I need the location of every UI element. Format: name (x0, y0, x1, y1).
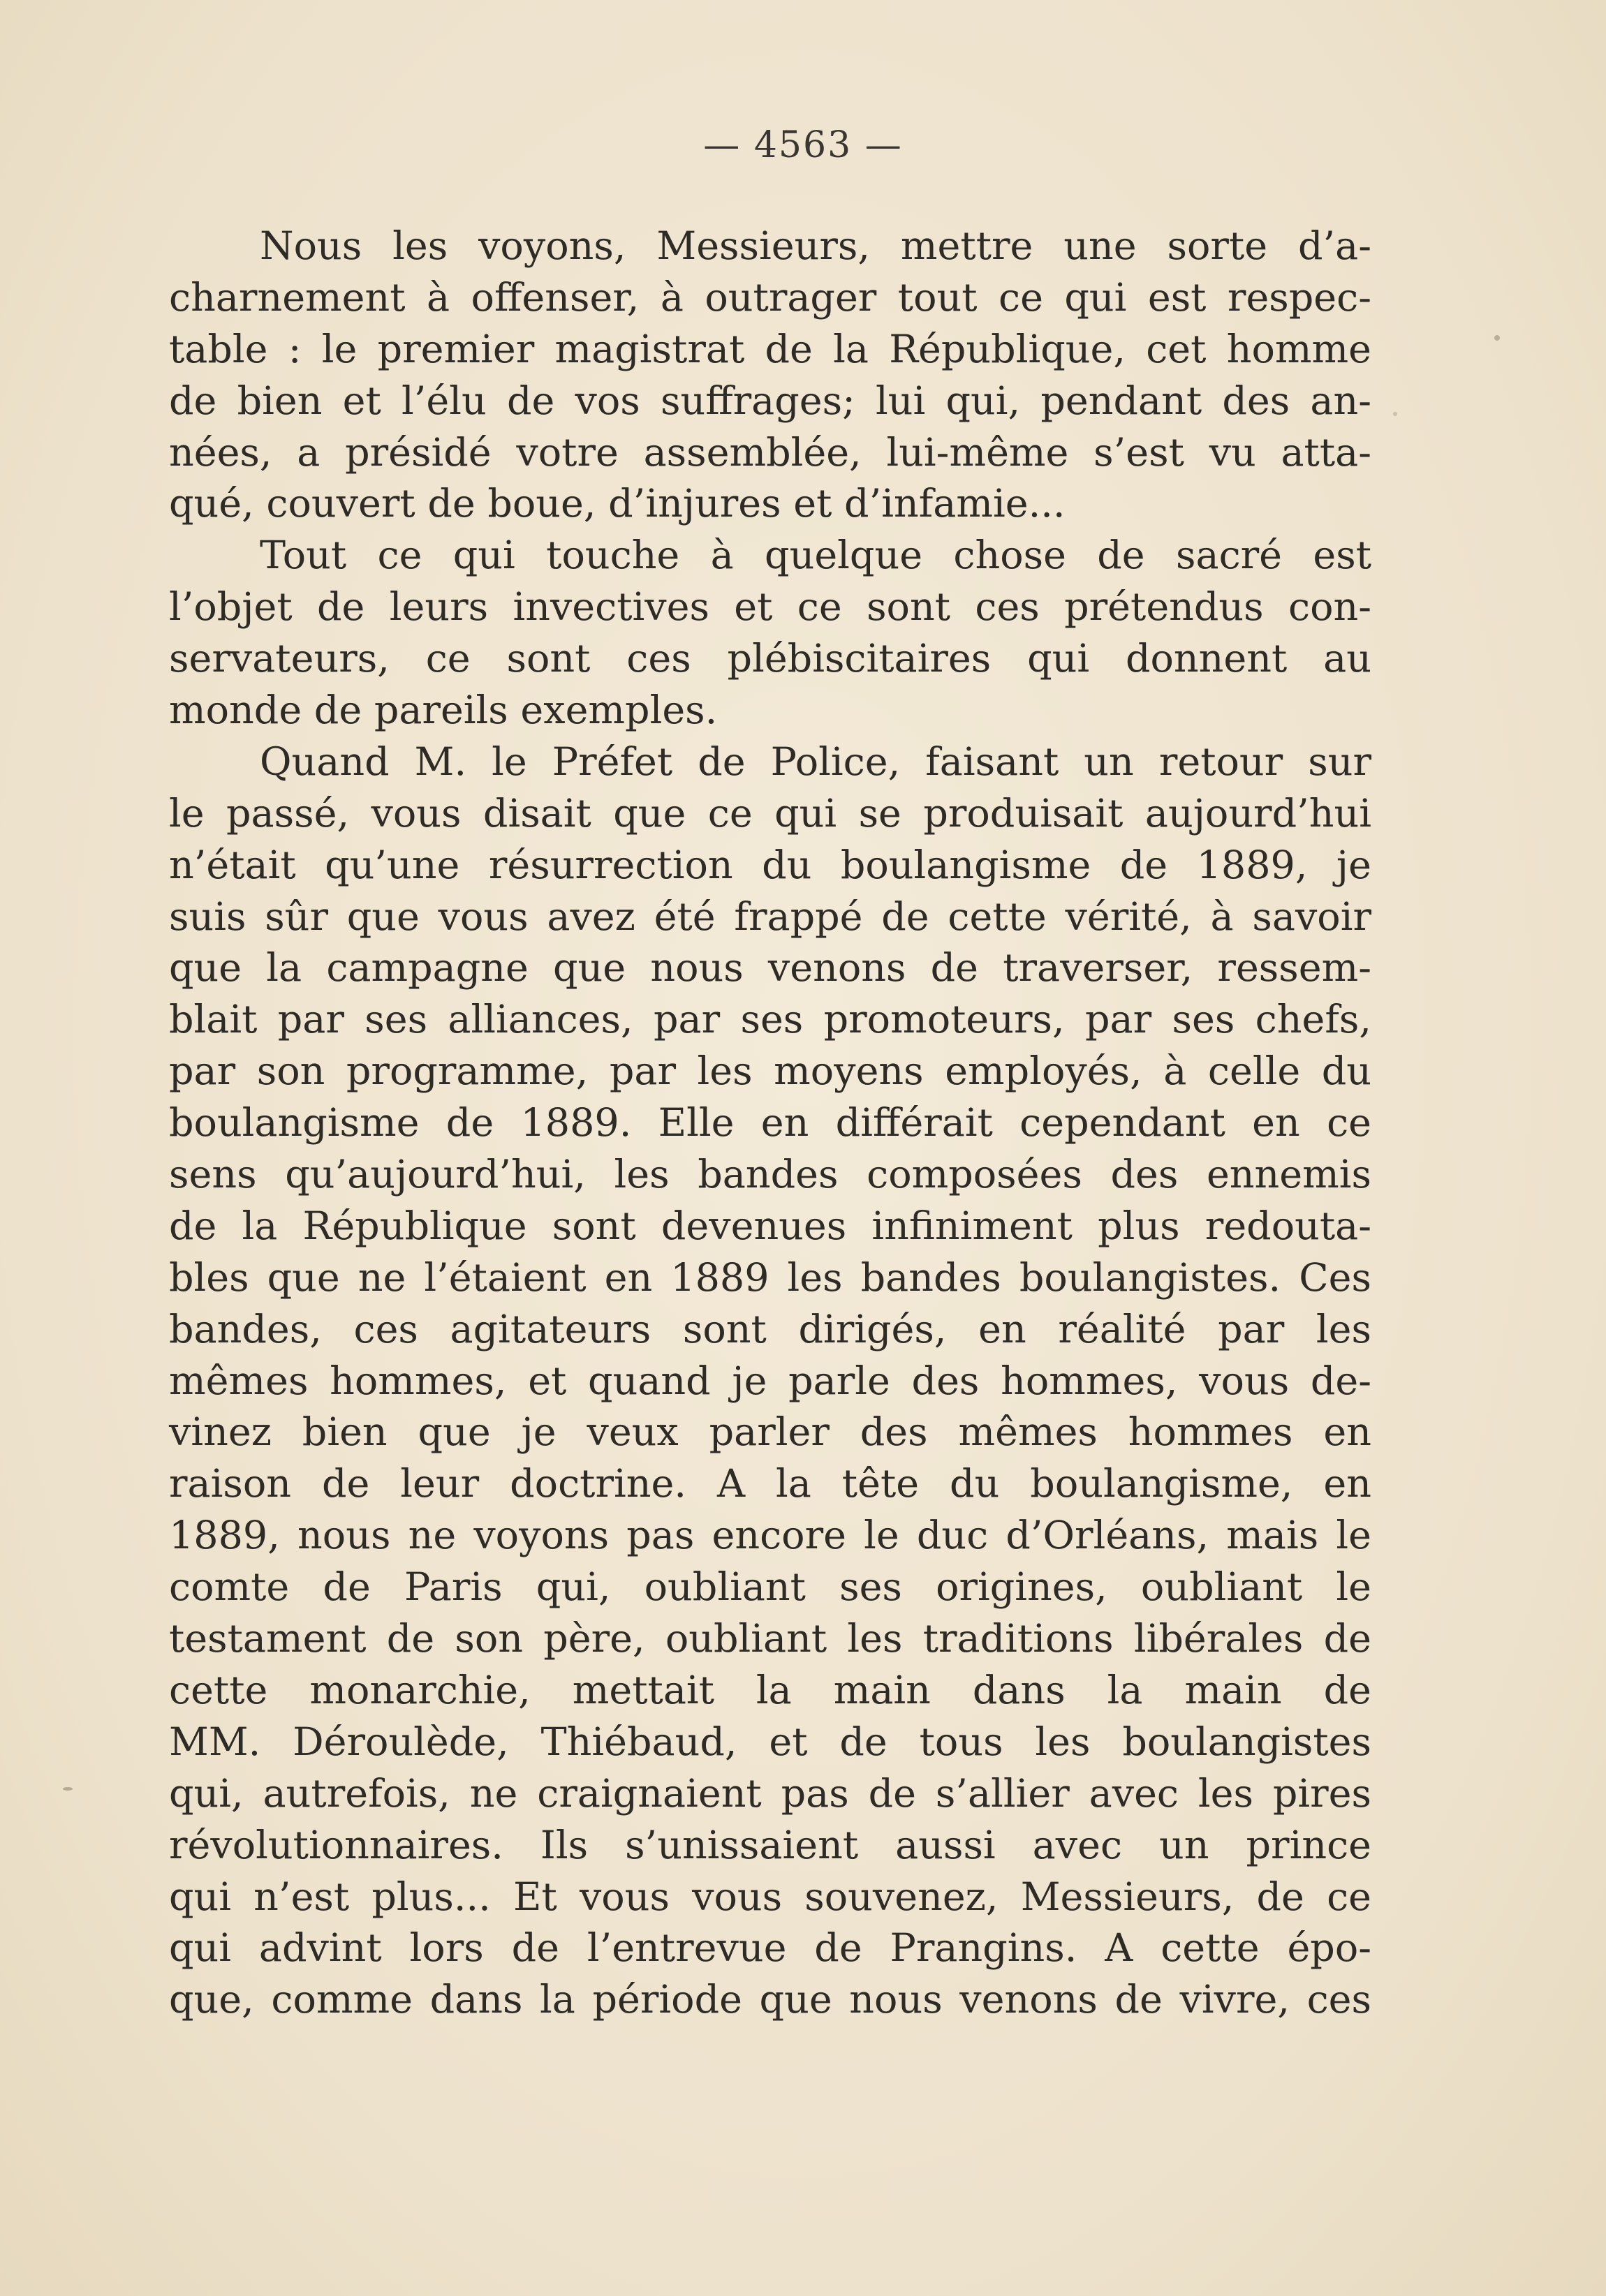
text-line: bles que ne l’étaient en 1889 les bandes boulangistes. Ces (169, 1254, 1371, 1301)
text-line: par son programme, par les moyens employés, à celle du (169, 1049, 1371, 1095)
text-line: servateurs, ce sont ces plébiscitaires qui donnent au (169, 636, 1371, 682)
text-line: révolutionnaires. Ils s’unissaient aussi avec un prince (169, 1822, 1371, 1868)
page-number: — 4563 — (703, 124, 903, 166)
text-line: de bien et l’élu de vos suffrages; lui qui, pendant des an- (169, 378, 1371, 424)
text-line: qui n’est plus... Et vous vous souvenez, Messieurs, de ce (169, 1874, 1371, 1920)
text-line: que la campagne que nous venons de traverser, ressem- (169, 945, 1371, 991)
text-line: qué, couvert de boue, d’injures et d’infamie... (169, 481, 1066, 527)
text-line: MM. Déroulède, Thiébaud, et de tous les boulangistes (169, 1719, 1371, 1765)
text-line: de la République sont devenues infiniment plus redouta- (169, 1203, 1371, 1249)
text-line: Nous les voyons, Messieurs, mettre une sorte d’a- (260, 223, 1371, 269)
text-line: sens qu’aujourd’hui, les bandes composées des ennemis (169, 1152, 1371, 1198)
text-line: que, comme dans la période que nous venons de vivre, ces (169, 1977, 1371, 2023)
text-line: Tout ce qui touche à quelque chose de sacré est (260, 533, 1371, 579)
body-text (169, 221, 1371, 2026)
text-line: monde de pareils exemples. (169, 688, 718, 734)
text-line: l’objet de leurs invectives et ce sont ces prétendus con- (169, 584, 1371, 630)
text-line: testament de son père, oubliant les traditions libérales de (169, 1616, 1371, 1662)
text-line: raison de leur doctrine. A la tête du boulangisme, en (169, 1461, 1371, 1507)
text-line: vinez bien que je veux parler des mêmes hommes en (169, 1409, 1371, 1456)
text-line: blait par ses alliances, par ses promoteurs, par ses chefs, (169, 997, 1371, 1043)
text-line: cette monarchie, mettait la main dans la main de (169, 1667, 1371, 1713)
ink-speck (63, 1787, 73, 1791)
text-line: qui, autrefois, ne craignaient pas de s’allier avec les pires (169, 1770, 1371, 1816)
text-line: qui advint lors de l’entrevue de Prangins. A cette épo- (169, 1925, 1371, 1971)
text-line: boulangisme de 1889. Elle en différait cependant en ce (169, 1100, 1371, 1146)
text-line: Quand M. le Préfet de Police, faisant un retour sur (260, 739, 1371, 785)
text-line: mêmes hommes, et quand je parle des hommes, vous de- (169, 1358, 1371, 1404)
text-line: comte de Paris qui, oubliant ses origines, oubliant le (169, 1564, 1371, 1610)
text-line: suis sûr que vous avez été frappé de cette vérité, à savoir (169, 894, 1371, 940)
text-line: table : le premier magistrat de la République, cet homme (169, 326, 1371, 372)
text-line: le passé, vous disait que ce qui se produisait aujourd’hui (169, 790, 1371, 836)
text-line: nées, a présidé votre assemblée, lui-même s’est vu atta- (169, 429, 1371, 475)
text-line: 1889, nous ne voyons pas encore le duc d’Orléans, mais le (169, 1513, 1371, 1559)
ink-speck (1393, 412, 1397, 416)
text-line: charnement à offenser, à outrager tout ce qui est respec- (169, 274, 1371, 320)
ink-speck (1494, 335, 1500, 341)
text-line: bandes, ces agitateurs sont dirigés, en réalité par les (169, 1306, 1371, 1352)
text-line: n’était qu’une résurrection du boulangisme de 1889, je (169, 842, 1371, 888)
